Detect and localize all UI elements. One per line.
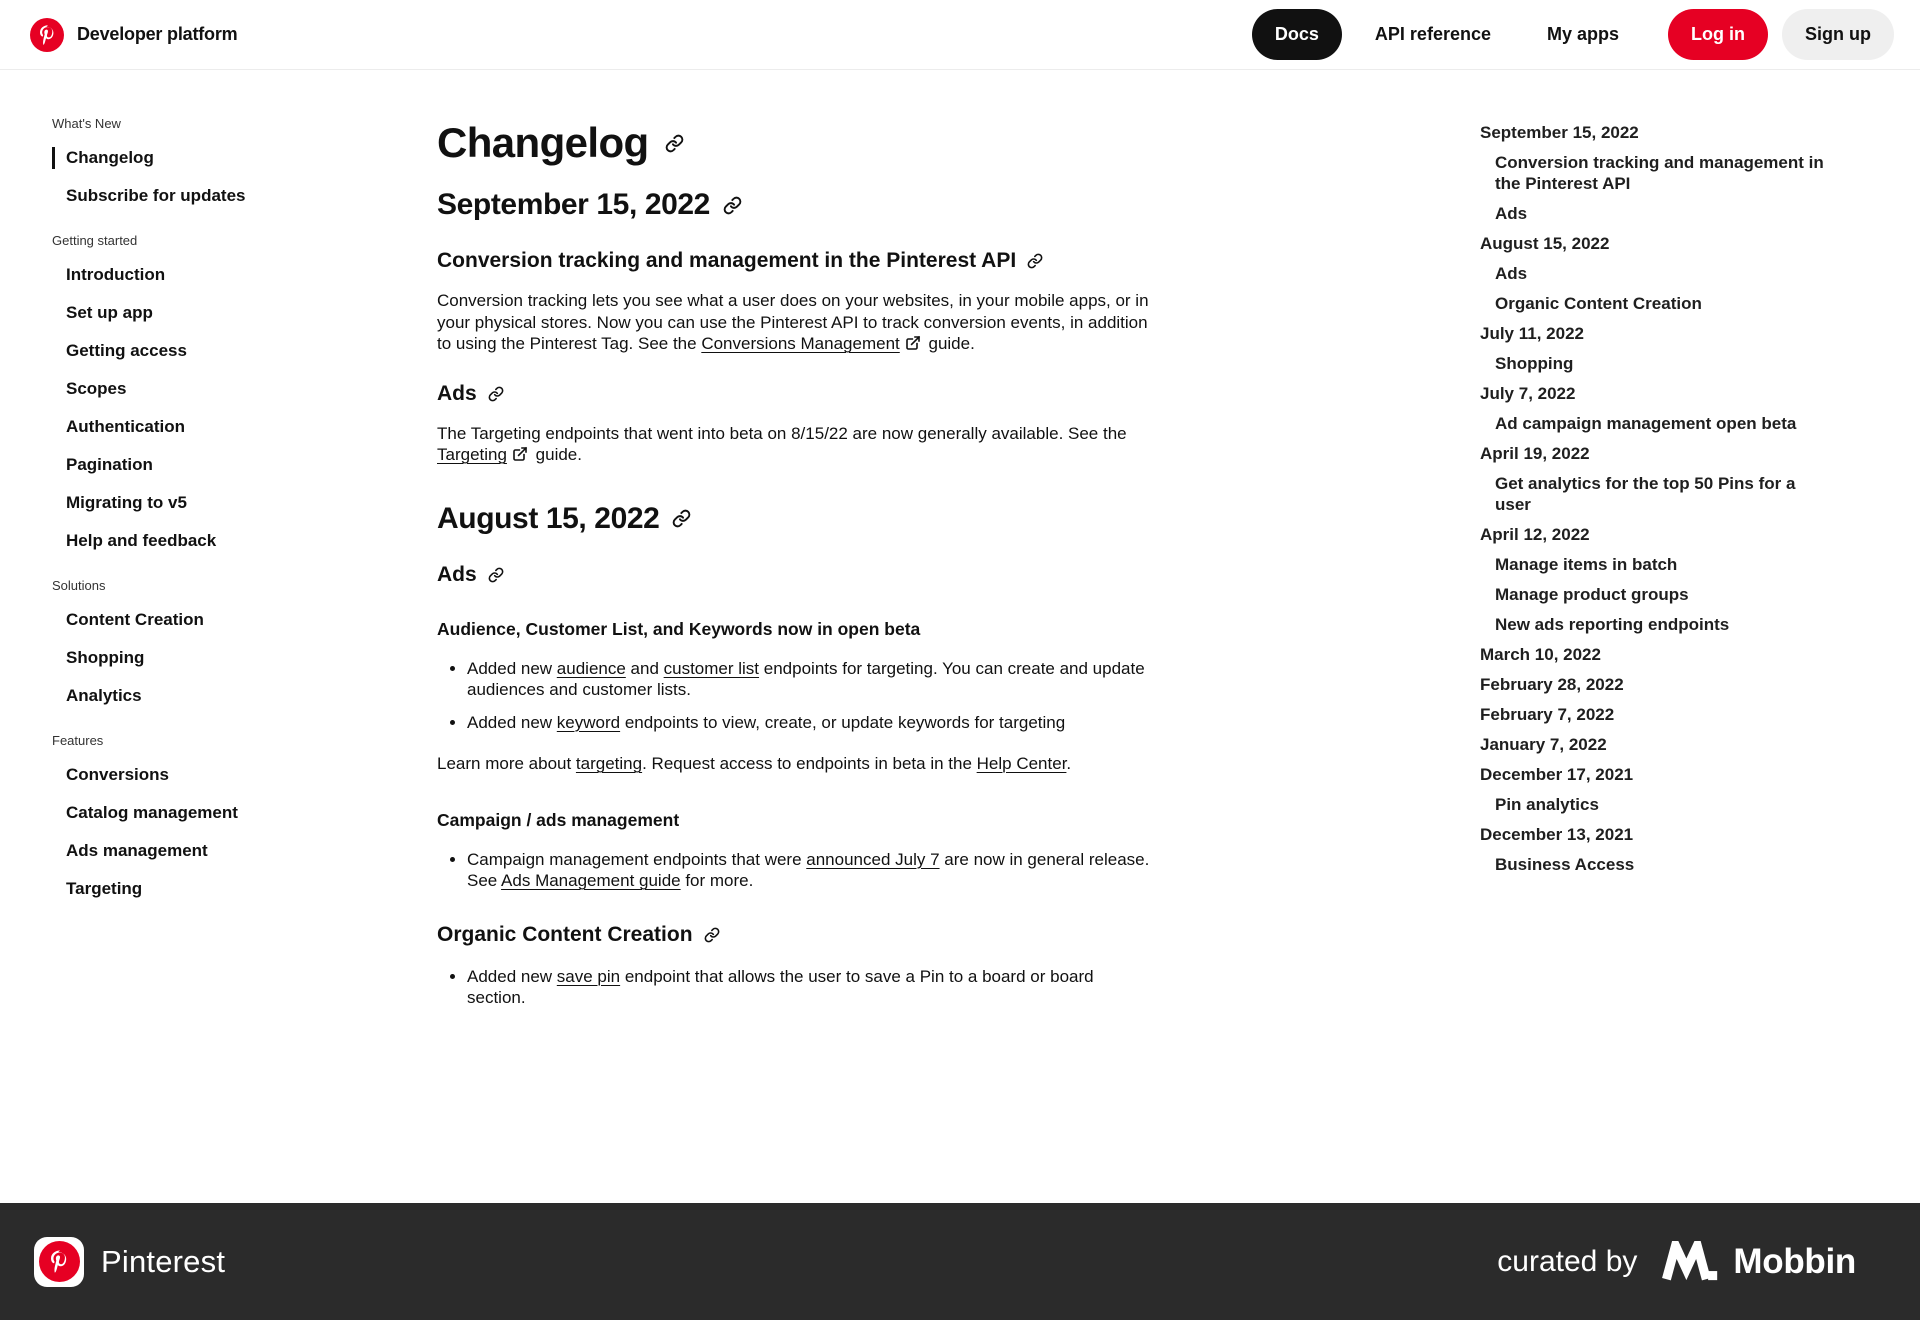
subsection-heading-conversion-tracking (437, 248, 1152, 274)
list-audience-updates (437, 658, 1152, 734)
sidebar-section-label: What's New (52, 116, 121, 131)
text-run: Added new (467, 712, 557, 732)
section-date-text: August 15, 2022 (437, 501, 660, 535)
list-item (467, 966, 1152, 1009)
paragraph-targeting-beta (437, 423, 1152, 466)
list-item (467, 712, 1152, 734)
sidebar-section-what-s-new (52, 116, 402, 207)
subheading-audience-open-beta: Audience, Customer List, and Keywords now in open beta (437, 618, 921, 639)
sidebar-item-catalog-management[interactable]: Catalog management (66, 803, 238, 822)
page-footer (0, 1203, 1920, 1320)
external-link-icon (905, 335, 921, 351)
toc-item-march-10-2022[interactable]: March 10, 2022 (1480, 645, 1601, 664)
text-run: guide. (923, 334, 975, 353)
toc-item-get-analytics-for-the-top-50-pins-for-a-user[interactable]: Get analytics for the top 50 Pins for a user (1495, 474, 1796, 514)
footer-brand[interactable] (34, 1237, 225, 1287)
sidebar-section-features (52, 733, 402, 900)
sidebar-section-solutions (52, 578, 402, 707)
toc-item-shopping[interactable]: Shopping (1495, 354, 1574, 373)
toc-item-july-11-2022[interactable]: July 11, 2022 (1480, 324, 1584, 343)
text-run: Added new (467, 658, 557, 678)
inline-link-ads-management-guide[interactable]: Ads Management guide (501, 871, 681, 890)
inline-link-audience[interactable]: audience (556, 658, 626, 678)
toc-item-manage-product-groups[interactable]: Manage product groups (1495, 585, 1689, 604)
text-run: for more. (680, 871, 754, 890)
table-of-contents (1480, 70, 1825, 884)
sidebar-section-label: Features (52, 733, 104, 748)
toc-item-april-19-2022[interactable]: April 19, 2022 (1480, 444, 1590, 463)
toc-item-organic-content-creation[interactable]: Organic Content Creation (1495, 294, 1702, 313)
paragraph-learn-more-targeting (437, 753, 1152, 775)
sidebar-item-ads-management[interactable]: Ads management (66, 841, 208, 860)
text-run: guide. (530, 445, 582, 464)
anchor-link-icon[interactable] (704, 927, 720, 943)
toc-item-february-7-2022[interactable]: February 7, 2022 (1480, 705, 1615, 724)
sidebar-item-shopping[interactable]: Shopping (66, 648, 145, 667)
external-link-icon (512, 446, 528, 462)
footer-attribution (1497, 1241, 1856, 1283)
mobbin-name: Mobbin (1733, 1241, 1856, 1281)
footer-brand-name: Pinterest (101, 1243, 226, 1279)
inline-link-help-center[interactable]: Help Center (976, 754, 1067, 773)
inline-link-targeting[interactable]: targeting (575, 754, 643, 773)
sidebar-section-getting-started (52, 233, 402, 552)
text-run: . Request access to endpoints in beta in the (642, 754, 977, 773)
sidebar-item-scopes[interactable]: Scopes (66, 379, 127, 398)
anchor-link-icon[interactable] (672, 509, 691, 528)
section-heading-august-15-2022 (437, 502, 1152, 536)
top-nav-links (1252, 9, 1894, 60)
login-button[interactable]: Log in (1668, 9, 1768, 60)
list-organic-content (437, 966, 1152, 1009)
anchor-link-icon[interactable] (665, 134, 684, 153)
brand-name: Developer platform (77, 24, 238, 44)
toc-item-manage-items-in-batch[interactable]: Manage items in batch (1495, 555, 1678, 574)
toc-item-february-28-2022[interactable]: February 28, 2022 (1480, 675, 1624, 694)
toc-item-pin-analytics[interactable]: Pin analytics (1495, 795, 1599, 814)
toc-item-ad-campaign-management-open-beta[interactable]: Ad campaign management open beta (1495, 414, 1797, 433)
curated-by-label: curated by (1497, 1244, 1638, 1278)
sidebar-item-set-up-app[interactable]: Set up app (66, 303, 153, 322)
toc-item-ads[interactable]: Ads (1495, 264, 1528, 283)
sidebar-item-migrating-to-v5[interactable]: Migrating to v5 (66, 493, 187, 512)
sidebar-item-targeting[interactable]: Targeting (66, 879, 143, 898)
toc-item-new-ads-reporting-endpoints[interactable]: New ads reporting endpoints (1495, 615, 1730, 634)
subsection-title-text: Ads (437, 562, 477, 586)
inline-link-save-pin[interactable]: save pin (556, 966, 621, 986)
text-run: The Targeting endpoints that went into beta on 8/15/22 are now generally available. See the (437, 423, 1127, 443)
inline-link-customer-list[interactable]: customer list (663, 658, 760, 678)
text-run: endpoint that allows the user to save a Pin to a board or board section. (467, 966, 1094, 1007)
subsection-heading-ads-aug (437, 562, 1152, 588)
top-navigation-bar (0, 0, 1920, 70)
anchor-link-icon[interactable] (488, 386, 504, 402)
anchor-link-icon[interactable] (723, 196, 742, 215)
subsection-title-text: Conversion tracking and management in the Pinterest API (437, 249, 1017, 272)
sidebar-item-content-creation[interactable]: Content Creation (66, 610, 204, 629)
sidebar-item-getting-access[interactable]: Getting access (66, 341, 187, 360)
section-date-text: September 15, 2022 (437, 188, 710, 221)
subheading-campaign-ads-management: Campaign / ads management (437, 809, 680, 830)
list-item (467, 849, 1152, 892)
toc-item-september-15-2022[interactable]: September 15, 2022 (1480, 123, 1639, 142)
text-run: and (625, 658, 664, 678)
text-run: endpoints for targeting. You can create and update audiences and customer lists. (467, 658, 1145, 699)
subsection-heading-organic-content-creation (437, 922, 1152, 948)
subsection-title-text: Ads (437, 381, 477, 405)
pinterest-logo-tile (34, 1237, 84, 1287)
nav-my-apps[interactable]: My apps (1546, 24, 1620, 44)
toc-item-ads[interactable]: Ads (1495, 204, 1528, 223)
docs-sidebar (52, 70, 402, 944)
list-campaign-management (437, 849, 1152, 892)
page-title-text: Changelog (437, 119, 649, 166)
text-run: Campaign management endpoints that were (467, 849, 807, 869)
changelog-article (437, 70, 1152, 1020)
page-title (437, 120, 1152, 166)
inline-link-conversions-management[interactable]: Conversions Management (701, 334, 900, 353)
toc-item-january-7-2022[interactable]: January 7, 2022 (1480, 735, 1607, 754)
anchor-link-icon[interactable] (1027, 253, 1043, 269)
sidebar-item-introduction[interactable]: Introduction (66, 265, 166, 284)
sidebar-item-authentication[interactable]: Authentication (66, 417, 185, 436)
inline-link-keyword[interactable]: keyword (556, 712, 621, 732)
text-run: Conversion tracking lets you see what a user does on your websites, in your mobile apps, or in your physical stores. Now you can use the Pinterest API to track conversion events, in addition to using the Pinterest Tag. See the (437, 291, 1149, 353)
text-run: Learn more about (437, 754, 576, 773)
toc-item-august-15-2022[interactable]: August 15, 2022 (1480, 234, 1610, 253)
inline-link-targeting[interactable]: Targeting (437, 445, 507, 464)
text-run: Added new (467, 966, 557, 986)
toc-item-business-access[interactable]: Business Access (1495, 855, 1635, 874)
nav-api-reference[interactable]: API reference (1374, 24, 1491, 44)
sidebar-item-changelog[interactable]: Changelog (52, 147, 402, 169)
text-run: are now in general release. See (467, 849, 1150, 890)
sidebar-section-label: Getting started (52, 233, 138, 248)
anchor-link-icon[interactable] (488, 567, 504, 583)
section-heading-september-15-2022 (437, 188, 1152, 222)
sidebar-item-pagination[interactable]: Pagination (66, 455, 153, 474)
sidebar-item-conversions[interactable]: Conversions (66, 765, 169, 784)
toc-item-conversion-tracking-and-management-in-the-pinterest-api[interactable]: Conversion tracking and management in the Pinterest API (1495, 153, 1824, 193)
toc-item-december-17-2021[interactable]: December 17, 2021 (1480, 765, 1634, 784)
sidebar-sections (52, 116, 402, 900)
subsection-title-text: Organic Content Creation (437, 922, 693, 946)
subsection-heading-ads-sep (437, 381, 1152, 407)
pinterest-logo-icon (30, 18, 64, 52)
text-run: . (1066, 754, 1072, 773)
signup-button[interactable]: Sign up (1782, 9, 1894, 60)
brand[interactable] (30, 18, 237, 52)
sidebar-item-analytics[interactable]: Analytics (66, 686, 142, 705)
sidebar-section-label: Solutions (52, 578, 106, 593)
sidebar-item-subscribe-for-updates[interactable]: Subscribe for updates (66, 186, 246, 205)
paragraph-conversion-tracking (437, 290, 1152, 355)
toc-item-july-7-2022[interactable]: July 7, 2022 (1480, 384, 1576, 403)
list-item (467, 658, 1152, 701)
pinterest-logo-icon (39, 1241, 80, 1282)
inline-link-announced-july-7[interactable]: announced July 7 (806, 849, 940, 869)
mobbin-logo-icon (1661, 1241, 1719, 1283)
toc-item-december-13-2021[interactable]: December 13, 2021 (1480, 825, 1634, 844)
nav-docs[interactable]: Docs (1252, 9, 1342, 60)
toc-item-april-12-2022[interactable]: April 12, 2022 (1480, 525, 1590, 544)
sidebar-item-help-and-feedback[interactable]: Help and feedback (66, 531, 217, 550)
mobbin-link[interactable] (1661, 1241, 1856, 1283)
text-run: endpoints to view, create, or update keywords for targeting (620, 712, 1066, 732)
